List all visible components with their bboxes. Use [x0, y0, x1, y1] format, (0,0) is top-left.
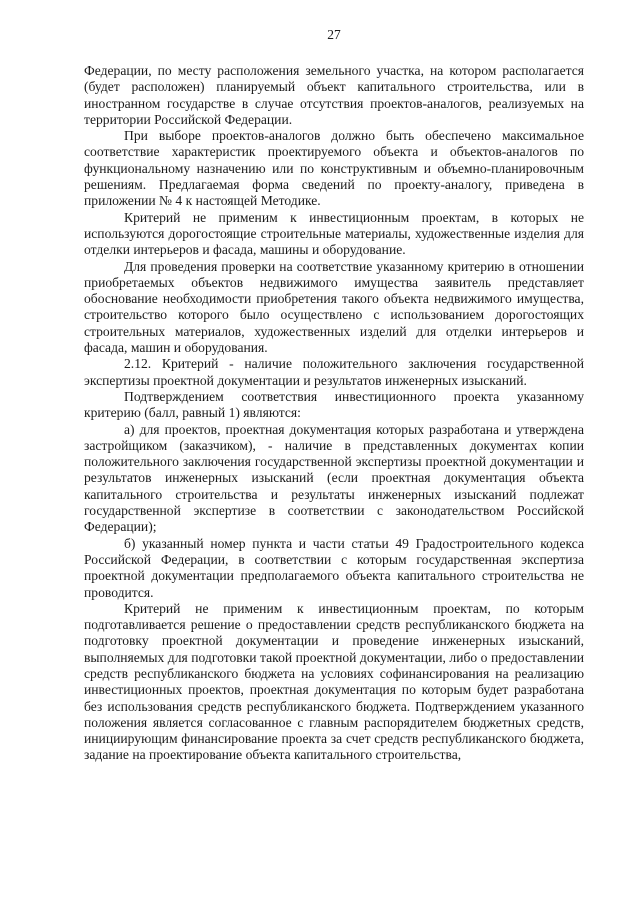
- paragraph: а) для проектов, проектная документация которых разработана и утверждена застройщиком (заказчиком), - наличие в представленных документах копии положительного заключения государственной экспертизы проектной документации и результатов инженерных изысканий (если проектная документация объекта капитального строительства и результаты инженерных изысканий подлежат государственной экспертизе в соответствии с законодательством Российской Федерации);: [84, 421, 584, 535]
- paragraph: Подтверждением соответствия инвестиционного проекта указанному критерию (балл, равный 1) являются:: [84, 388, 584, 421]
- paragraph: 2.12. Критерий - наличие положительного заключения государственной экспертизы проектной документации и результатов инженерных изысканий.: [84, 356, 584, 388]
- paragraph: Критерий не применим к инвестиционным проектам, в которых не используются дорогостоящие строительные материалы, художественные изделия для отделки интерьеров и фасада, машины и оборудование.: [84, 209, 584, 258]
- page-number: 27: [327, 27, 341, 42]
- body-text: [84, 63, 584, 764]
- paragraph: Критерий не применим к инвестиционным проектам, по которым подготавливается решение о предоставлении средств республиканского бюджета на подготовку проектной документации и проведение инженерных изысканий, выполняемых для подготовки такой проектной документации, либо о предоставлении средств республиканского бюджета на условиях софинансирования на реализацию инвестиционных проектов, проектная документация по которым будет разработана без использования средств республиканского бюджета. Подтверждением указанного положения является согласованное с главным распорядителем бюджетных средств, инициирующим финансирование проекта за счет средств республиканского бюджета, задание на проектирование объекта капитального строительства,: [84, 600, 584, 763]
- paragraph: При выборе проектов-аналогов должно быть обеспечено максимальное соответствие характеристик проектируемого объекта и объектов-аналогов по функциональному назначению или по конструктивным и объемно-планировочным решениям. Предлагаемая форма сведений по проекту-аналогу, приведена в приложении № 4 к настоящей Методике.: [84, 128, 584, 209]
- paragraph: Федерации, по месту расположения земельного участка, на котором располагается (будет расположен) планируемый объект капитального строительства, или в иностранном государстве в случае отсутствия проектов-аналогов, реализуемых на территории Российской Федерации.: [84, 63, 584, 127]
- paragraph: б) указанный номер пункта и части статьи 49 Градостроительного кодекса Российской Федерации, в соответствии с которым государственная экспертиза проектной документации предполагаемого объекта капитального строительства не проводится.: [84, 535, 584, 600]
- paragraph: Для проведения проверки на соответствие указанному критерию в отношении приобретаемых объектов недвижимого имущества заявитель представляет обоснование необходимости приобретения такого объекта недвижимого имущества, строительство которого было осуществлено с использованием дорогостоящих строительных материалов, художественных изделий для отделки интерьеров и фасада, машин и оборудования.: [84, 258, 584, 356]
